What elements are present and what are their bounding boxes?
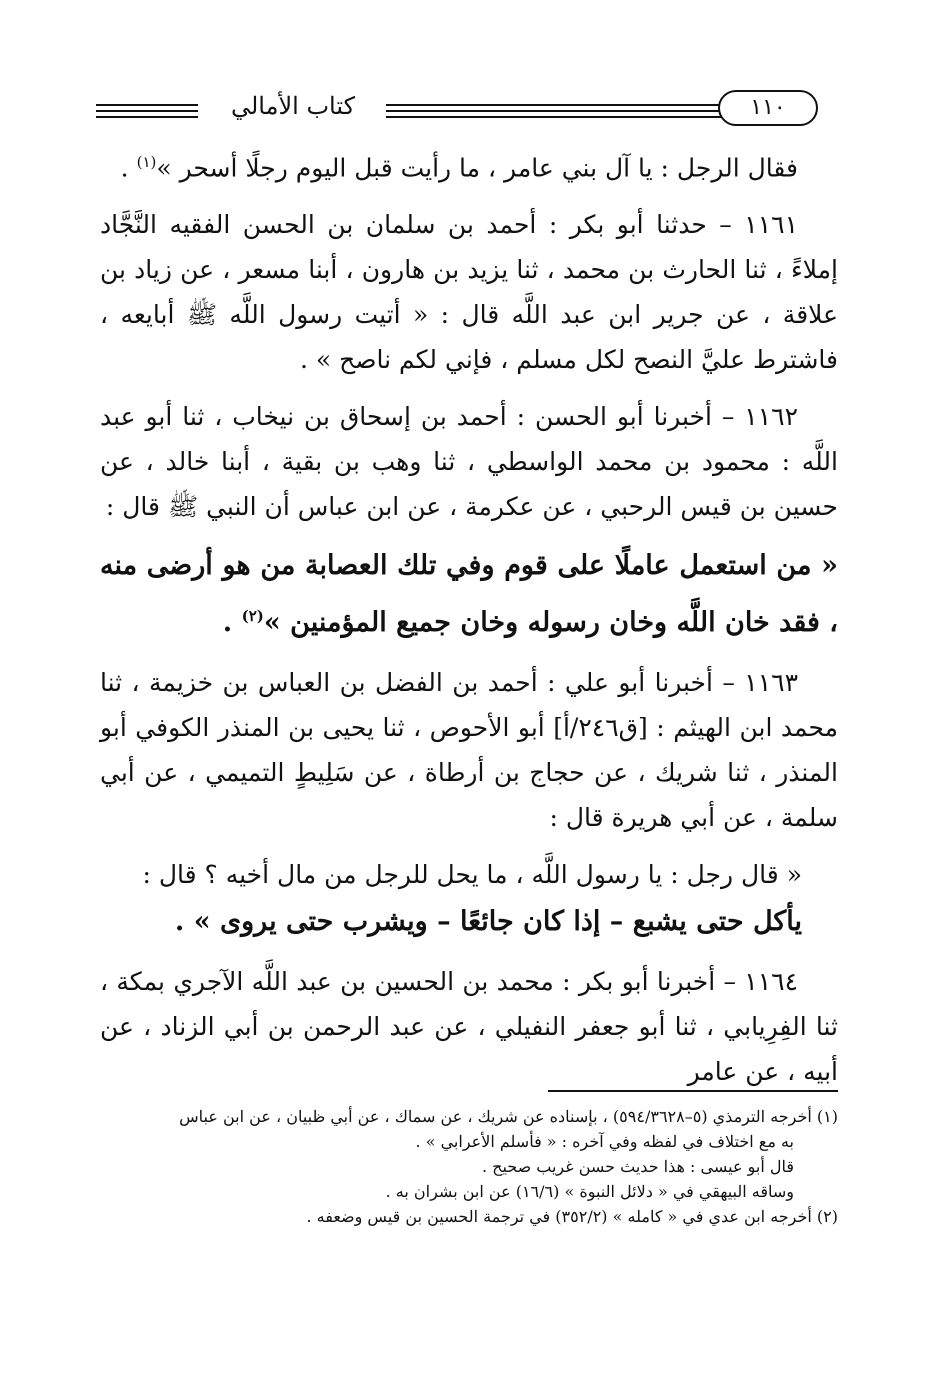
- paragraph-end: .: [120, 153, 137, 183]
- main-text: [100, 140, 838, 1094]
- hadith-quote: « من استعمل عاملًا على قوم وفي تلك العصابة من هو أرضى منه ، فقد خان اللَّه وخان رسوله وخان جميع المؤمنين »: [100, 550, 838, 639]
- footnote-ref: (١): [136, 153, 157, 171]
- hadith-1163-answer: يأكل حتى يشبع – إذا كان جائعًا – ويشرب حتى يروى » .: [174, 906, 802, 938]
- book-title: كتاب الأمالي: [230, 92, 356, 120]
- hadith-1163: ١١٦٣ – أخبرنا أبو علي : أحمد بن الفضل بن العباس بن خزيمة ، ثنا محمد ابن الهيثم : [ق٢٤٦/أ] أبو الأحوص ، ثنا يحيى بن المنذر الكوفي أبو المنذر ، ثنا شريك ، عن حجاج بن أرطاة ، عن سَلِيطٍ التميمي ، عن أبي سلمة ، عن أبي هريرة قال :: [100, 668, 838, 833]
- header-rule-left: [96, 104, 198, 122]
- header-rule-line: [96, 116, 198, 118]
- footnote-1-continuation: وساقه البيهقي في « دلائل النبوة » (١٦/٦) عن ابن بشران به .: [385, 1182, 794, 1201]
- paragraph-continuation: [100, 140, 838, 190]
- header-rule-line: [96, 110, 198, 112]
- page-header: [96, 88, 846, 132]
- hadith-1161: ١١٦١ – حدثنا أبو بكر : أحمد بن سلمان بن الحسن الفقيه النَّجَّاد إملاءً ، ثنا الحارث بن محمد ، ثنا يزيد بن هارون ، أبنا مسعر ، عن زياد بن علاقة ، عن جرير ابن عبد اللَّه قال : « أتيت رسول اللَّه ﷺ أبايعه ، فاشترط عليَّ النصح لكل مسلم ، فإني لكم ناصح » .: [100, 210, 838, 375]
- footnote-1-continuation: به مع اختلاف في لفظه وفي آخره : « فأسلم الأعرابي » .: [415, 1132, 794, 1151]
- footnotes: [100, 1104, 838, 1229]
- footnote-ref: (٢): [241, 607, 264, 626]
- hadith-1163-question: « قال رجل : يا رسول اللَّه ، ما يحل للرجل من مال أخيه ؟ قال :: [142, 860, 802, 890]
- paragraph-end: .: [222, 607, 242, 639]
- footnote-separator: [548, 1090, 838, 1092]
- paragraph-text: فقال الرجل : يا آل بني عامر ، ما رأيت قبل اليوم رجلًا أسحر »: [156, 153, 798, 183]
- hadith-1164: ١١٦٤ – أخبرنا أبو بكر : محمد بن الحسين بن عبد اللَّه الآجري بمكة ، ثنا الفِرِيابي ، ثنا أبو جعفر النفيلي ، عن عبد الرحمن بن أبي الزناد ، عن أبيه ، عن عامر: [100, 967, 838, 1087]
- footnote-2: (٢) أخرجه ابن عدي في « كامله » (٣٥٢/٢) في ترجمة الحسين بن قيس وضعفه .: [306, 1207, 838, 1226]
- hadith-1162-text: [100, 541, 838, 648]
- page-number: ١١٠: [718, 90, 818, 126]
- hadith-1162: ١١٦٢ – أخبرنا أبو الحسن : أحمد بن إسحاق بن نيخاب ، ثنا أبو عبد اللَّه : محمود بن محمد الواسطي ، ثنا وهب بن بقية ، أبنا خالد ، عن حسين بن قيس الرحبي ، عن عكرمة ، عن ابن عباس أن النبي ﷺ قال :: [100, 402, 838, 522]
- footnote-1-continuation: قال أبو عيسى : هذا حديث حسن غريب صحيح .: [481, 1157, 794, 1176]
- header-rule-line: [96, 104, 198, 106]
- footnote-1: (١) أخرجه الترمذي (٥–٥٩٤/٣٦٢٨) ، بإسناده عن شريك ، عن سماك ، عن أبي ظبيان ، عن ابن عباس: [179, 1107, 838, 1126]
